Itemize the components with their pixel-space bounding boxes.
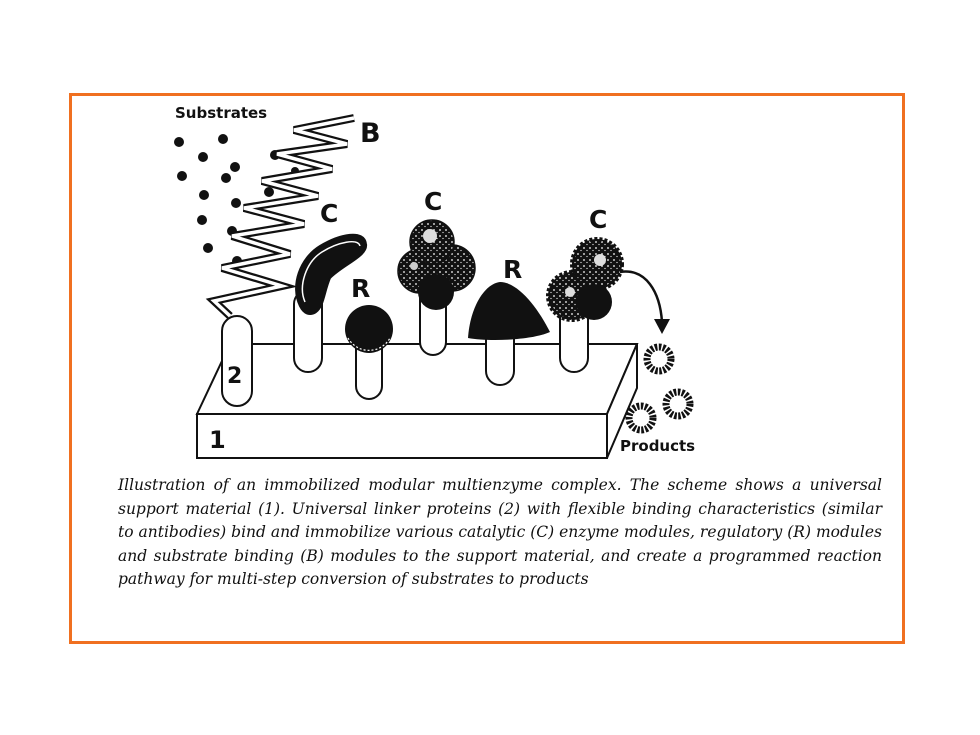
support-number-label: 1 xyxy=(209,426,226,454)
catalytic-module-3-label: C xyxy=(589,205,608,234)
regulatory-module-1-label: R xyxy=(351,274,371,303)
product-gears xyxy=(629,347,690,430)
catalytic-module-1-label: C xyxy=(320,199,339,228)
catalytic-module-2 xyxy=(398,220,475,310)
substrates-label: Substrates xyxy=(175,104,268,122)
products-label: Products xyxy=(620,437,696,455)
figure-frame xyxy=(69,93,905,644)
regulatory-module-2 xyxy=(468,282,550,340)
binding-module-label: B xyxy=(360,118,381,149)
reaction-arrow xyxy=(620,272,670,334)
regulatory-module-2-label: R xyxy=(503,255,523,284)
figure-caption: Illustration of an immobilized modular multienzyme complex. The scheme shows a universal support material (1). Universal linker proteins (2) with flexible binding characteristics (similar to antibodies) bind and immobilize various catalytic (C) enzyme modules, regulatory (R) modules and substrate binding (B) modules to the support material, and create a programmed reaction pathway for multi-step conversion of substrates to products xyxy=(118,476,882,588)
diagram xyxy=(72,96,902,476)
catalytic-module-2-label: C xyxy=(424,187,443,216)
catalytic-module-3 xyxy=(548,239,622,320)
linker-number-label: 2 xyxy=(227,364,243,389)
regulatory-module-1 xyxy=(345,305,393,353)
